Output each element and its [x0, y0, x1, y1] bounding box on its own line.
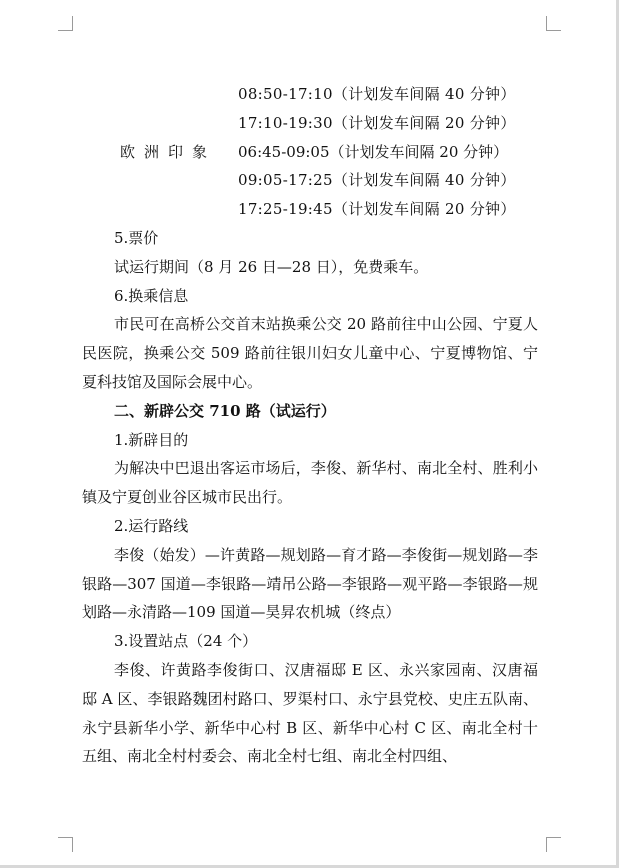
purpose-paragraph	[82, 454, 538, 512]
stops-paragraph	[82, 656, 538, 771]
crop-mark-top-right	[546, 16, 561, 31]
schedule-time-line: 06:45-09:05（计划发车间隔 20 分钟）	[238, 142, 509, 161]
section-heading: 二、新辟公交 710 路（试运行）	[114, 401, 336, 420]
fare-heading: 5.票价	[114, 228, 159, 247]
purpose-heading: 1.新辟目的	[114, 430, 189, 449]
purpose-text: 为解决中巴退出客运市场后，李俊、新华村、南北全村、胜利小镇及宁夏创业谷区城市民出行。	[82, 459, 538, 507]
document-body	[82, 80, 538, 771]
schedule-time-line: 17:25-19:45（计划发车间隔 20 分钟）	[238, 200, 516, 219]
transfer-paragraph	[82, 310, 538, 396]
crop-mark-bottom-left	[58, 837, 73, 852]
transfer-heading: 6.换乘信息	[114, 286, 189, 305]
schedule-route-row	[82, 138, 538, 167]
schedule-time-line: 08:50-17:10（计划发车间隔 40 分钟）	[238, 85, 516, 103]
route-paragraph	[82, 541, 538, 627]
route-name: 欧洲印象	[120, 142, 217, 161]
schedule-time-line: 09:05-17:25（计划发车间隔 40 分钟）	[238, 171, 516, 190]
stops-heading: 3.设置站点（24 个）	[114, 632, 258, 651]
route-heading: 2.运行路线	[114, 516, 189, 535]
stops-text: 李俊、许黄路李俊街口、汉唐福邸 E 区、永兴家园南、汉唐福邸 A 区、李银路魏团村路口、罗渠村口、永宁县党校、史庄五队南、永宁县新华小学、新华中心村 B 区、新华中心村 C 区、南北全村十五组、南北全村村委会、南北全村七组、南北全村四组、	[82, 660, 538, 766]
crop-mark-bottom-right	[546, 837, 561, 852]
crop-mark-top-left	[58, 16, 73, 31]
transfer-text: 市民可在高桥公交首末站换乘公交 20 路前往中山公园、宁夏人民医院，换乘公交 509 路前往银川妇女儿童中心、宁夏博物馆、宁夏科技馆及国际会展中心。	[82, 315, 538, 391]
fare-text: 试运行期间（8 月 26 日—28 日），免费乘车。	[114, 257, 429, 276]
schedule-time-line: 17:10-19:30（计划发车间隔 20 分钟）	[238, 113, 516, 132]
route-text: 李俊（始发）—许黄路—规划路—育才路—李俊街—规划路—李银路—307 国道—李银路—靖吊公路—李银路—观平路—李银路—规划路—永清路—109 国道—昊昇农机城（终点）	[82, 545, 538, 622]
